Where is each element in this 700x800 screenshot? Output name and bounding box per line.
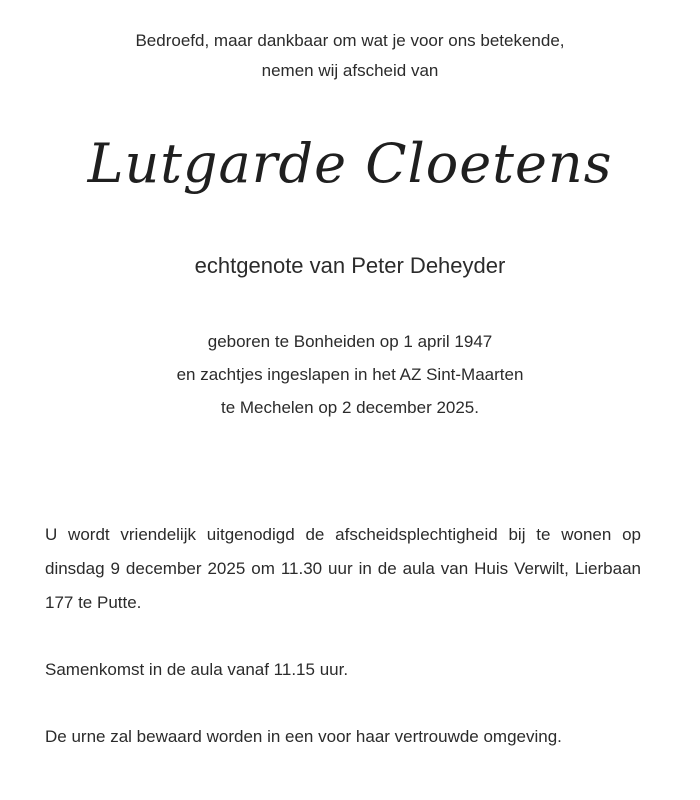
gathering-info: Samenkomst in de aula vanaf 11.15 uur.	[45, 660, 349, 679]
intro-line-1: Bedroefd, maar dankbaar om wat je voor ons betekende,	[135, 31, 565, 50]
birth-line: geboren te Bonheiden op 1 april 1947	[207, 332, 493, 351]
intro-line-2: nemen wij afscheid van	[261, 61, 439, 80]
ceremony-invitation: U wordt vriendelijk uitgenodigd de afscheidsplechtigheid bij te wonen op dinsdag 9 december 2025 om 11.30 uur in de aula van Huis Verwilt, Lierbaan 177 te Putte.	[45, 525, 641, 612]
urn-info: De urne zal bewaard worden in een voor haar vertrouwde omgeving.	[45, 727, 562, 746]
birth-death-details	[0, 325, 700, 424]
spouse-line: echtgenote van Peter Deheyder	[194, 253, 506, 278]
death-line-1: en zachtjes ingeslapen in het AZ Sint-Maarten	[176, 365, 524, 384]
deceased-name: Lutgarde Cloetens	[87, 132, 613, 195]
death-line-2: te Mechelen op 2 december 2025.	[220, 398, 479, 417]
intro-text	[0, 26, 700, 86]
